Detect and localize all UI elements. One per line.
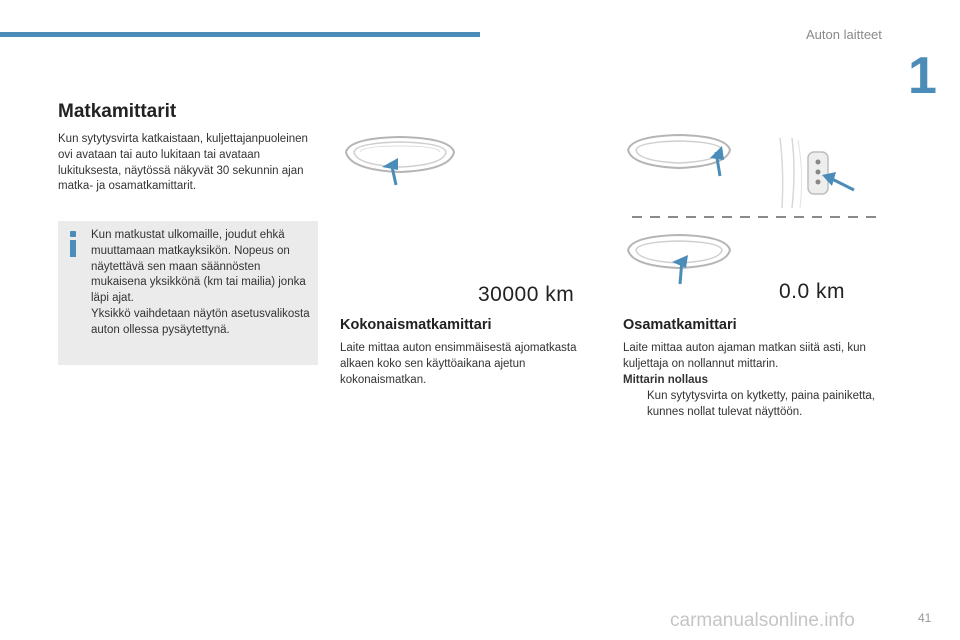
chapter-title: Auton laitteet xyxy=(806,27,882,42)
info-text xyxy=(91,228,311,339)
total-section-text: Laite mittaa auton ensimmäisestä ajomatkasta alkaen koko sen käyttöaikana ajetun kokonaismatkan. xyxy=(340,342,577,386)
trip-description: Laite mittaa auton ajaman matkan siitä asti, kun kuljettaja on nollannut mittarin. xyxy=(623,342,866,370)
info-icon xyxy=(68,231,78,257)
info-box xyxy=(58,221,318,365)
watermark: carmanualsonline.info xyxy=(670,610,855,631)
reset-instruction-text: Kun sytytysvirta on kytketty, paina painiketta, kunnes nollat tulevat näyttöön. xyxy=(647,390,875,418)
page-number: 41 xyxy=(918,611,932,625)
trip-section-text xyxy=(623,341,891,388)
info-text-line2: Yksikkö vaihdetaan näytön asetusvalikosta auton ollessa pysäytettynä. xyxy=(91,307,310,336)
trip-section-title: Osamatkamittari xyxy=(623,317,737,333)
total-section-title: Kokonaismatkamittari xyxy=(340,317,492,333)
instrument-panel-illustration-trip xyxy=(624,130,734,180)
odometer-total-display: 30000 km xyxy=(478,283,575,306)
chapter-number: 1 xyxy=(908,47,937,105)
info-text-line1: Kun matkustat ulkomaille, joudut ehkä muuttamaan matkayksikön. Nopeus on näytettävä sen maan säännösten mukaisena yksikkönä (km tai mailia) jonka läpi ajat. xyxy=(91,229,306,305)
reset-button-illustration xyxy=(770,130,880,212)
dashed-divider xyxy=(632,214,882,220)
top-accent-bar xyxy=(0,32,480,37)
instrument-panel-illustration-total xyxy=(340,130,460,190)
intro-paragraph: Kun sytytysvirta katkaistaan, kuljettajanpuoleinen ovi avataan tai auto lukitaan tai avataan lukituksesta, näytössä näkyvät 30 sekunnin ajan matka- ja osamatkamittarit. xyxy=(58,133,308,193)
instrument-panel-illustration-reset xyxy=(624,228,734,286)
page-title: Matkamittarit xyxy=(58,101,177,122)
odometer-trip-display: 0.0 km xyxy=(779,280,846,303)
reset-heading: Mittarin nollaus xyxy=(623,373,708,386)
